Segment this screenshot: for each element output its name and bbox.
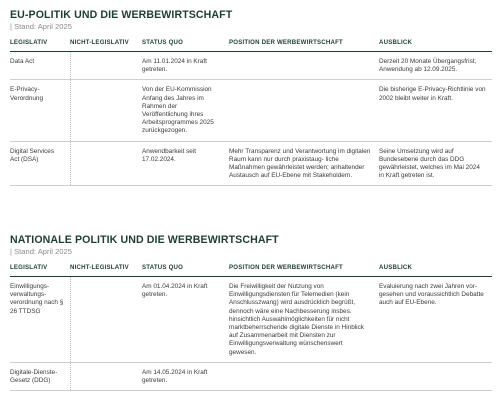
table-row — [10, 141, 492, 186]
column-header-legislativ: LEGISLATIV — [10, 264, 70, 277]
cell-legislativ: Data Act — [10, 52, 70, 80]
table-header-row — [10, 264, 492, 277]
cell-ausblick: Derzeit 20 Monate Übergangsfrist; Anwendung ab 12.09.2025. — [377, 52, 492, 80]
cell-status-quo: Anwendbarkeit seit 17.02.2024. — [140, 141, 227, 186]
cell-nicht-legislativ — [70, 80, 140, 141]
cell-nicht-legislativ — [70, 141, 140, 186]
table-row — [10, 277, 492, 363]
cell-ausblick: Seine Umsetzung wird auf Bundesebene durch das DDG gewährleistet, welches im Mai 2024 in Kraft getreten ist. — [377, 141, 492, 186]
cell-nicht-legislativ — [70, 277, 140, 363]
column-header-ausblick: AUSBLICK — [377, 264, 492, 277]
table-header-row — [10, 39, 492, 52]
cell-position — [227, 80, 377, 141]
cell-legislativ: Digitale-Dienste-Gesetz (DDG) — [10, 362, 70, 390]
eu-section-date: | Stand: April 2025 — [10, 22, 72, 31]
column-header-position: POSITION DER WERBEWIRTSCHAFT — [227, 39, 377, 52]
column-header-status-quo: STATUS QUO — [140, 39, 227, 52]
cell-status-quo: Von der EU-Kommission Anfang des Jahres im Rahmen der Veröffentlichung ihres Arbeitsprogrammes 2025 zurückgezogen. — [140, 80, 227, 141]
national-policy-table — [10, 264, 492, 391]
cell-status-quo: Am 14.05.2024 in Kraft getreten. — [140, 362, 227, 390]
cell-ausblick: Evaluierung nach zwei Jahren vor- gesehen und voraussichtlich Debatte auch auf EU-Ebene. — [377, 277, 492, 363]
cell-legislativ: Einwilligungs-verwaltungs-verordnung nach § 26 TTDSG — [10, 277, 70, 363]
column-header-nicht-legislativ: NICHT-LEGISLATIV — [70, 39, 140, 52]
eu-section — [10, 9, 492, 186]
column-header-legislativ: LEGISLATIV — [10, 39, 70, 52]
column-header-ausblick: AUSBLICK — [377, 39, 492, 52]
eu-section-title: EU-POLITIK UND DIE WERBEWIRTSCHAFT — [10, 9, 233, 21]
column-header-status-quo: STATUS QUO — [140, 264, 227, 277]
table-row — [10, 52, 492, 80]
cell-nicht-legislativ — [70, 362, 140, 390]
cell-position: Die Freiwilligkeit der Nutzung von Einwilligungsdiensten für Telemedien (kein Anschlusszwang) wird ausdrücklich begrüßt, dennoch wäre eine Nachbesserung insbes. hinsichtlich Auswahlmöglichkeiten für nicht marktbeherrschende digitale Dienste in Hinblick auf Zusammenarbeit mit Diensten zur Einwilligungsverwaltung wünschenswert gewesen. — [227, 277, 377, 363]
cell-legislativ: Digital Services Act (DSA) — [10, 141, 70, 186]
cell-position — [227, 52, 377, 80]
column-header-nicht-legislativ: NICHT-LEGISLATIV — [70, 264, 140, 277]
national-section-title: NATIONALE POLITIK UND DIE WERBEWIRTSCHAFT — [10, 234, 279, 246]
national-section-date: | Stand: April 2025 — [10, 247, 72, 256]
table-row — [10, 362, 492, 390]
eu-policy-table — [10, 39, 492, 186]
cell-position — [227, 362, 377, 390]
cell-ausblick: Die bisherige E-Privacy-Richtlinie von 2002 bleibt weiter in Kraft. — [377, 80, 492, 141]
column-header-position: POSITION DER WERBEWIRTSCHAFT — [227, 264, 377, 277]
cell-ausblick — [377, 362, 492, 390]
cell-status-quo: Am 11.01.2024 in Kraft getreten. — [140, 52, 227, 80]
national-section — [10, 234, 492, 391]
table-row — [10, 80, 492, 141]
cell-position: Mehr Transparenz und Verantwortung im digitalen Raum kann nur durch praxistaug- liche Maßnahmen gewährleistet werden; anhaltender Austausch auf EU-Ebene mit Stakeholdern. — [227, 141, 377, 186]
cell-legislativ: E-Privacy-Verordnung — [10, 80, 70, 141]
cell-status-quo: Am 01.04.2024 in Kraft getreten. — [140, 277, 227, 363]
cell-nicht-legislativ — [70, 52, 140, 80]
